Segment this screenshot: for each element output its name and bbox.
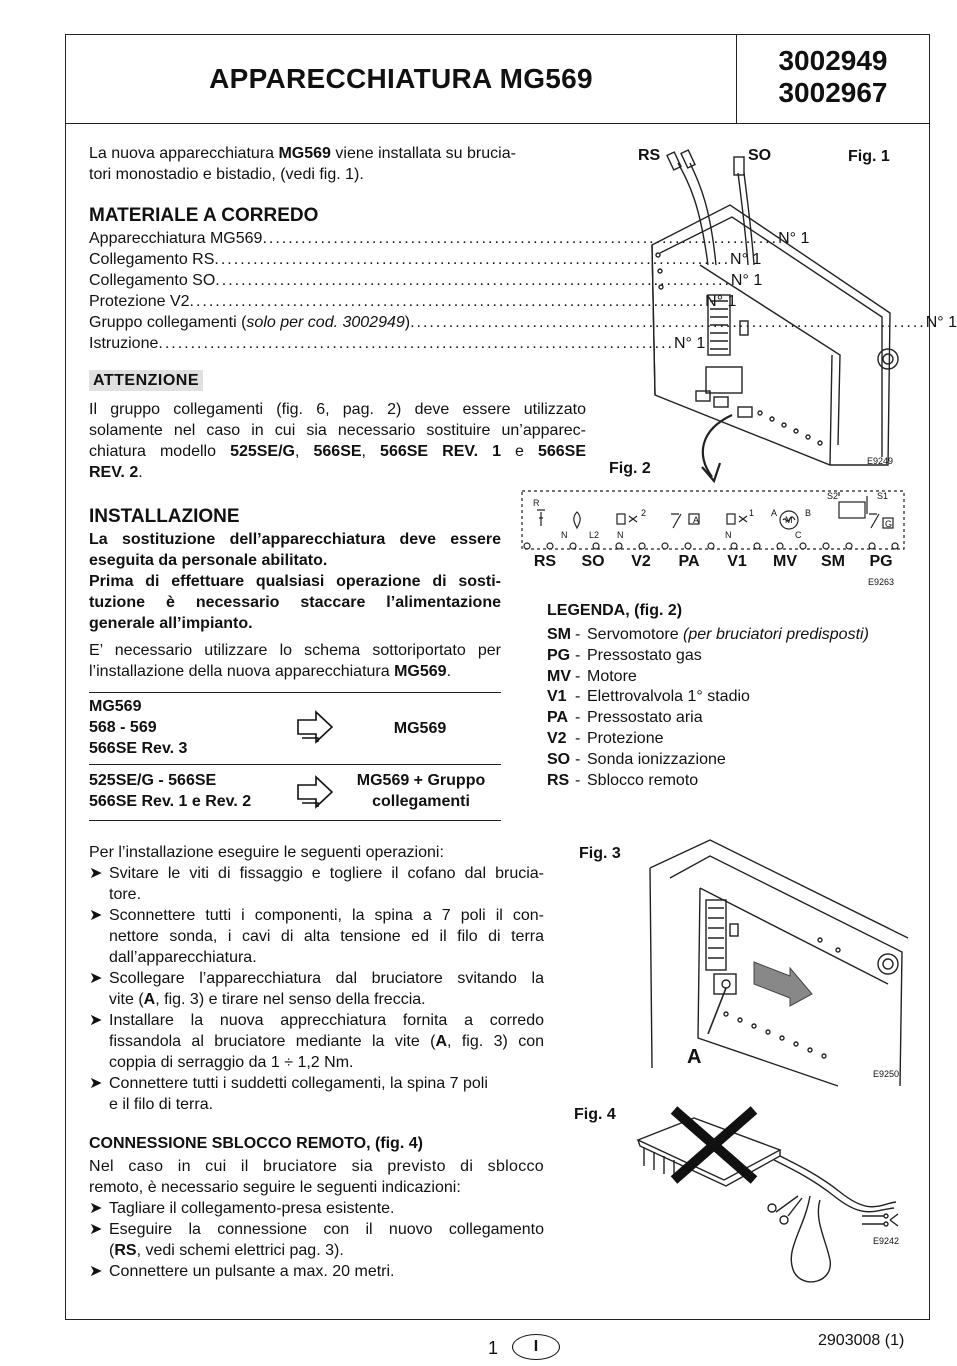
legenda-list [547, 625, 869, 791]
fig2-mark-pg: G [885, 519, 893, 529]
legenda-heading: LEGENDA, (fig. 2) [547, 602, 683, 619]
operazioni-intro: Per l’installazione eseguire le seguenti operazioni: [89, 844, 444, 861]
table-row2-left: 525SE/G - 566SE 566SE Rev. 1 e Rev. 2 [89, 772, 252, 810]
product-code-2: 3002967 [778, 77, 888, 108]
legenda-item [547, 708, 869, 729]
materiale-item-qty: N° 1 [778, 230, 810, 247]
fig2-terminal-pin [754, 543, 760, 549]
fig4-code: E9242 [873, 1236, 900, 1246]
legenda-description: Motore [587, 667, 637, 685]
fig2-terminal-pin [616, 543, 622, 549]
fig2-terminal-pin [777, 543, 783, 549]
legenda-description: Pressostato aria [587, 709, 703, 727]
legenda-dash: - [575, 626, 581, 643]
legenda-dash: - [575, 667, 581, 685]
fig4-connector-illustration [634, 1100, 910, 1290]
materiale-item [89, 312, 957, 333]
legenda-key: SM [547, 626, 571, 643]
sblocco-text: Nel caso in cui il bruciatore sia previsto di sblocco remoto, è necessario seguire le seguenti indicazioni: ➤ Tagliare il collegamento-presa esistente. ➤ Eseguire la connessione con il nuovo collegamento (RS, vedi schemi elettrici pag. 3). ➤ Connettere un pulsante a max. 20 metri. [89, 1158, 544, 1280]
legenda-key: SO [547, 750, 571, 768]
attenzione-text: Il gruppo collegamenti (fig. 6, pag. 2) deve essere utilizzato solamente nel caso in cui sia necessario sostituire un’apparec- chiatura modello 525SE/G, 566SE, 566SE REV. 1 e 566SE REV. 2. [89, 401, 587, 481]
legenda-key: PA [547, 709, 569, 727]
materiale-item [89, 249, 762, 270]
legenda-item [547, 667, 869, 688]
legenda-item [547, 750, 869, 771]
fig2-terminal-pin [593, 543, 599, 549]
materiale-item-label: Collegamento RS [89, 251, 215, 268]
fig2-terminal-pin [708, 543, 714, 549]
fig2-mark-n1: N [561, 530, 568, 540]
materiale-item-leader: ................................................................................ [262, 230, 779, 247]
installazione-warning: La sostituzione dell’apparecchiatura deve essere eseguita da personale abilitato. Prima di effettuare qualsiasi operazione di sosti- tuzione è necessario staccare l’alimentazione generale all’impianto. [89, 531, 501, 632]
materiale-heading: MATERIALE A CORREDO [89, 205, 319, 226]
fig2-mark-pa: A [693, 515, 700, 525]
fig2-terminal-pin [639, 543, 645, 549]
legenda-dash: - [575, 729, 581, 747]
list-item: ➤ Svitare le viti di fissaggio e togliere il cofano dal brucia- tore. [89, 865, 544, 903]
materiale-item-qty: N° 1 [730, 272, 763, 289]
table-row1-left: MG569 568 - 569 566SE Rev. 3 [89, 698, 188, 757]
legenda-description: Pressostato gas [587, 646, 702, 664]
intro-paragraph: La nuova apparecchiatura MG569 viene installata su brucia- tori monostadio e bistadio, (vedi fig. 1). [89, 145, 516, 183]
installazione-heading: INSTALLAZIONE [89, 506, 240, 527]
attenzione-badge: ATTENZIONE [89, 372, 203, 390]
materiale-item-label: Gruppo collegamenti (solo per cod. 3002949) [89, 314, 411, 331]
materiale-item-qty: N° 1 [925, 314, 957, 331]
fig2-terminal-v1: V1 [727, 553, 747, 570]
materiale-item [89, 228, 810, 249]
fig4-label: Fig. 4 [574, 1106, 616, 1123]
table-bottom-rule [89, 820, 501, 821]
document-reference: 2903008 (1) [818, 1332, 905, 1349]
fig2-mark-s2: S2 [827, 491, 839, 501]
fig2-terminal-pin [662, 543, 668, 549]
fig2-terminal-sm: SM [821, 553, 845, 570]
materiale-item-qty: N° 1 [674, 335, 706, 352]
table-row2-arrow-icon [296, 775, 334, 809]
header-rule [66, 123, 929, 124]
fig2-mark-s1: S1 [877, 491, 889, 501]
materiale-item-label: Protezione V2 [89, 293, 190, 310]
legenda-dash: - [575, 771, 581, 789]
table-row2-right: MG569 + Gruppo collegamenti [356, 772, 486, 810]
fig2-mark-b: B [805, 508, 812, 518]
legenda-item [547, 625, 869, 646]
legenda-item [547, 646, 869, 667]
table-row1-arrow-icon [296, 710, 334, 744]
legenda-key: V1 [547, 688, 567, 706]
fig2-mark-c: C [795, 530, 802, 540]
table-top-rule [89, 692, 501, 693]
fig2-code: E9263 [868, 577, 895, 587]
materiale-item-leader: ................................................................................ [158, 335, 674, 352]
fig2-mark-m: M [785, 515, 793, 525]
fig1-code: E9249 [867, 456, 894, 466]
page-number: 1 [488, 1338, 499, 1358]
fig2-terminal-pin [570, 543, 576, 549]
page-title: APPARECCHIATURA MG569 [209, 63, 593, 94]
fig1-label: Fig. 1 [848, 148, 890, 165]
sblocco-heading: CONNESSIONE SBLOCCO REMOTO, (fig. 4) [89, 1135, 423, 1152]
fig2-terminal-pin [731, 543, 737, 549]
installazione-note: E’ necessario utilizzare lo schema sottoriportato per l’installazione della nuova apparecchiatura MG569. [89, 642, 501, 680]
list-item: ➤ Connettere un pulsante a max. 20 metri. [89, 1263, 395, 1280]
fig2-mark-n2: N [617, 530, 624, 540]
fig2-terminal-rs: RS [533, 553, 557, 570]
list-item: ➤ Eseguire la connessione con il nuovo collegamento (RS, vedi schemi elettrici pag. 3). [89, 1221, 544, 1259]
materiale-item-label: Istruzione [89, 335, 159, 352]
legenda-key: MV [547, 667, 571, 685]
table-mid-rule [89, 764, 501, 765]
legenda-dash: - [575, 709, 581, 727]
materiale-item-leader: ................................................................................ [214, 251, 731, 268]
legenda-item [547, 729, 869, 750]
list-item: ➤ Scollegare l’apparecchiatura dal bruciatore svitando la vite (A, fig. 3) e tirare nel senso della freccia. [89, 970, 544, 1008]
fig2-label: Fig. 2 [609, 460, 651, 477]
materiale-item-leader: ................................................................................ [410, 314, 926, 331]
legenda-description: Sonda ionizzazione [587, 750, 726, 768]
legenda-key: V2 [547, 729, 567, 747]
list-item: ➤ Tagliare il collegamento-presa esistente. [89, 1200, 395, 1217]
fig2-terminal-pin [685, 543, 691, 549]
fig1-device-illustration [600, 145, 910, 480]
fig2-terminal-pin [547, 543, 553, 549]
fig2-terminal-pin [823, 543, 829, 549]
list-item: ➤ Connettere tutti i suddetti collegamenti, la spina 7 poli e il filo di terra. [89, 1075, 488, 1113]
fig2-terminal-pa: PA [678, 553, 700, 570]
fig3-label: Fig. 3 [579, 845, 621, 862]
fig2-terminal-pg: PG [869, 553, 893, 570]
fig2-terminal-pin [846, 543, 852, 549]
fig2-terminal-mv: MV [773, 553, 797, 570]
materiale-item-qty: N° 1 [730, 251, 762, 268]
materiale-item-qty: N° 1 [705, 293, 737, 310]
language-code: I [533, 1338, 539, 1355]
table-row1-right: MG569 [393, 720, 447, 737]
materiale-item-label: Collegamento SO [89, 272, 216, 289]
legenda-dash: - [575, 750, 581, 768]
fig2-terminal-pin [524, 543, 530, 549]
materiale-item-leader: ................................................................................ [189, 293, 706, 310]
legenda-description: Servomotore (per bruciatori predisposti) [587, 626, 869, 643]
fig2-terminal-v2: V2 [631, 553, 651, 570]
legenda-key: PG [547, 646, 571, 664]
legenda-description: Sblocco remoto [587, 771, 699, 789]
fig3-code: E9250 [873, 1069, 900, 1079]
legenda-description: Protezione [587, 729, 664, 747]
list-item: ➤ Installare la nuova apprecchiatura fornita a corredo fissandola al bruciatore mediante la vite (A, fig. 3) con coppia di serraggio da 1 ÷ 1,2 Nm. [89, 1012, 544, 1071]
fig1-so-label: SO [748, 147, 772, 164]
fig2-terminal-labels [521, 553, 905, 571]
fig2-mark-l2: L2 [589, 530, 600, 540]
fig2-terminal-pin [892, 543, 898, 549]
legenda-item [547, 687, 869, 708]
list-item: ➤ Sconnettere tutti i componenti, la spina a 7 poli il con- nettore sonda, i cavi di alta tensione ed il filo di terra dall’apparecchiatura. [89, 907, 544, 966]
legenda-key: RS [547, 771, 570, 789]
fig2-terminal-so: SO [581, 553, 605, 570]
fig2-mark-n3: N [725, 530, 732, 540]
legenda-dash: - [575, 646, 581, 664]
fig1-rs-label: RS [638, 147, 661, 164]
product-codes [738, 45, 928, 109]
fig2-mark-a: A [771, 508, 778, 518]
fig2-mark-1: 1 [749, 508, 755, 518]
materiale-item [89, 291, 737, 312]
fig2-terminal-pin [800, 543, 806, 549]
materiale-item [89, 270, 763, 291]
fig2-wiring-diagram [521, 490, 905, 554]
fig3-screw-label: A [687, 1046, 702, 1068]
language-badge [512, 1334, 560, 1360]
materiale-list [89, 228, 957, 354]
fig3-device-illustration [640, 838, 910, 1088]
fig2-mark-2: 2 [641, 508, 647, 518]
materiale-item-label: Apparecchiatura MG569 [89, 230, 263, 247]
legenda-description: Elettrovalvola 1° stadio [587, 688, 750, 706]
product-code-1: 3002949 [778, 45, 888, 76]
materiale-item [89, 333, 706, 354]
fig2-terminal-pin [869, 543, 875, 549]
header-divider [736, 35, 737, 123]
operazioni-list [89, 863, 544, 1115]
materiale-item-leader: ................................................................................ [215, 272, 731, 289]
fig2-mark-r: R [533, 498, 540, 508]
legenda-dash: - [575, 688, 581, 706]
legenda-item [547, 771, 869, 792]
